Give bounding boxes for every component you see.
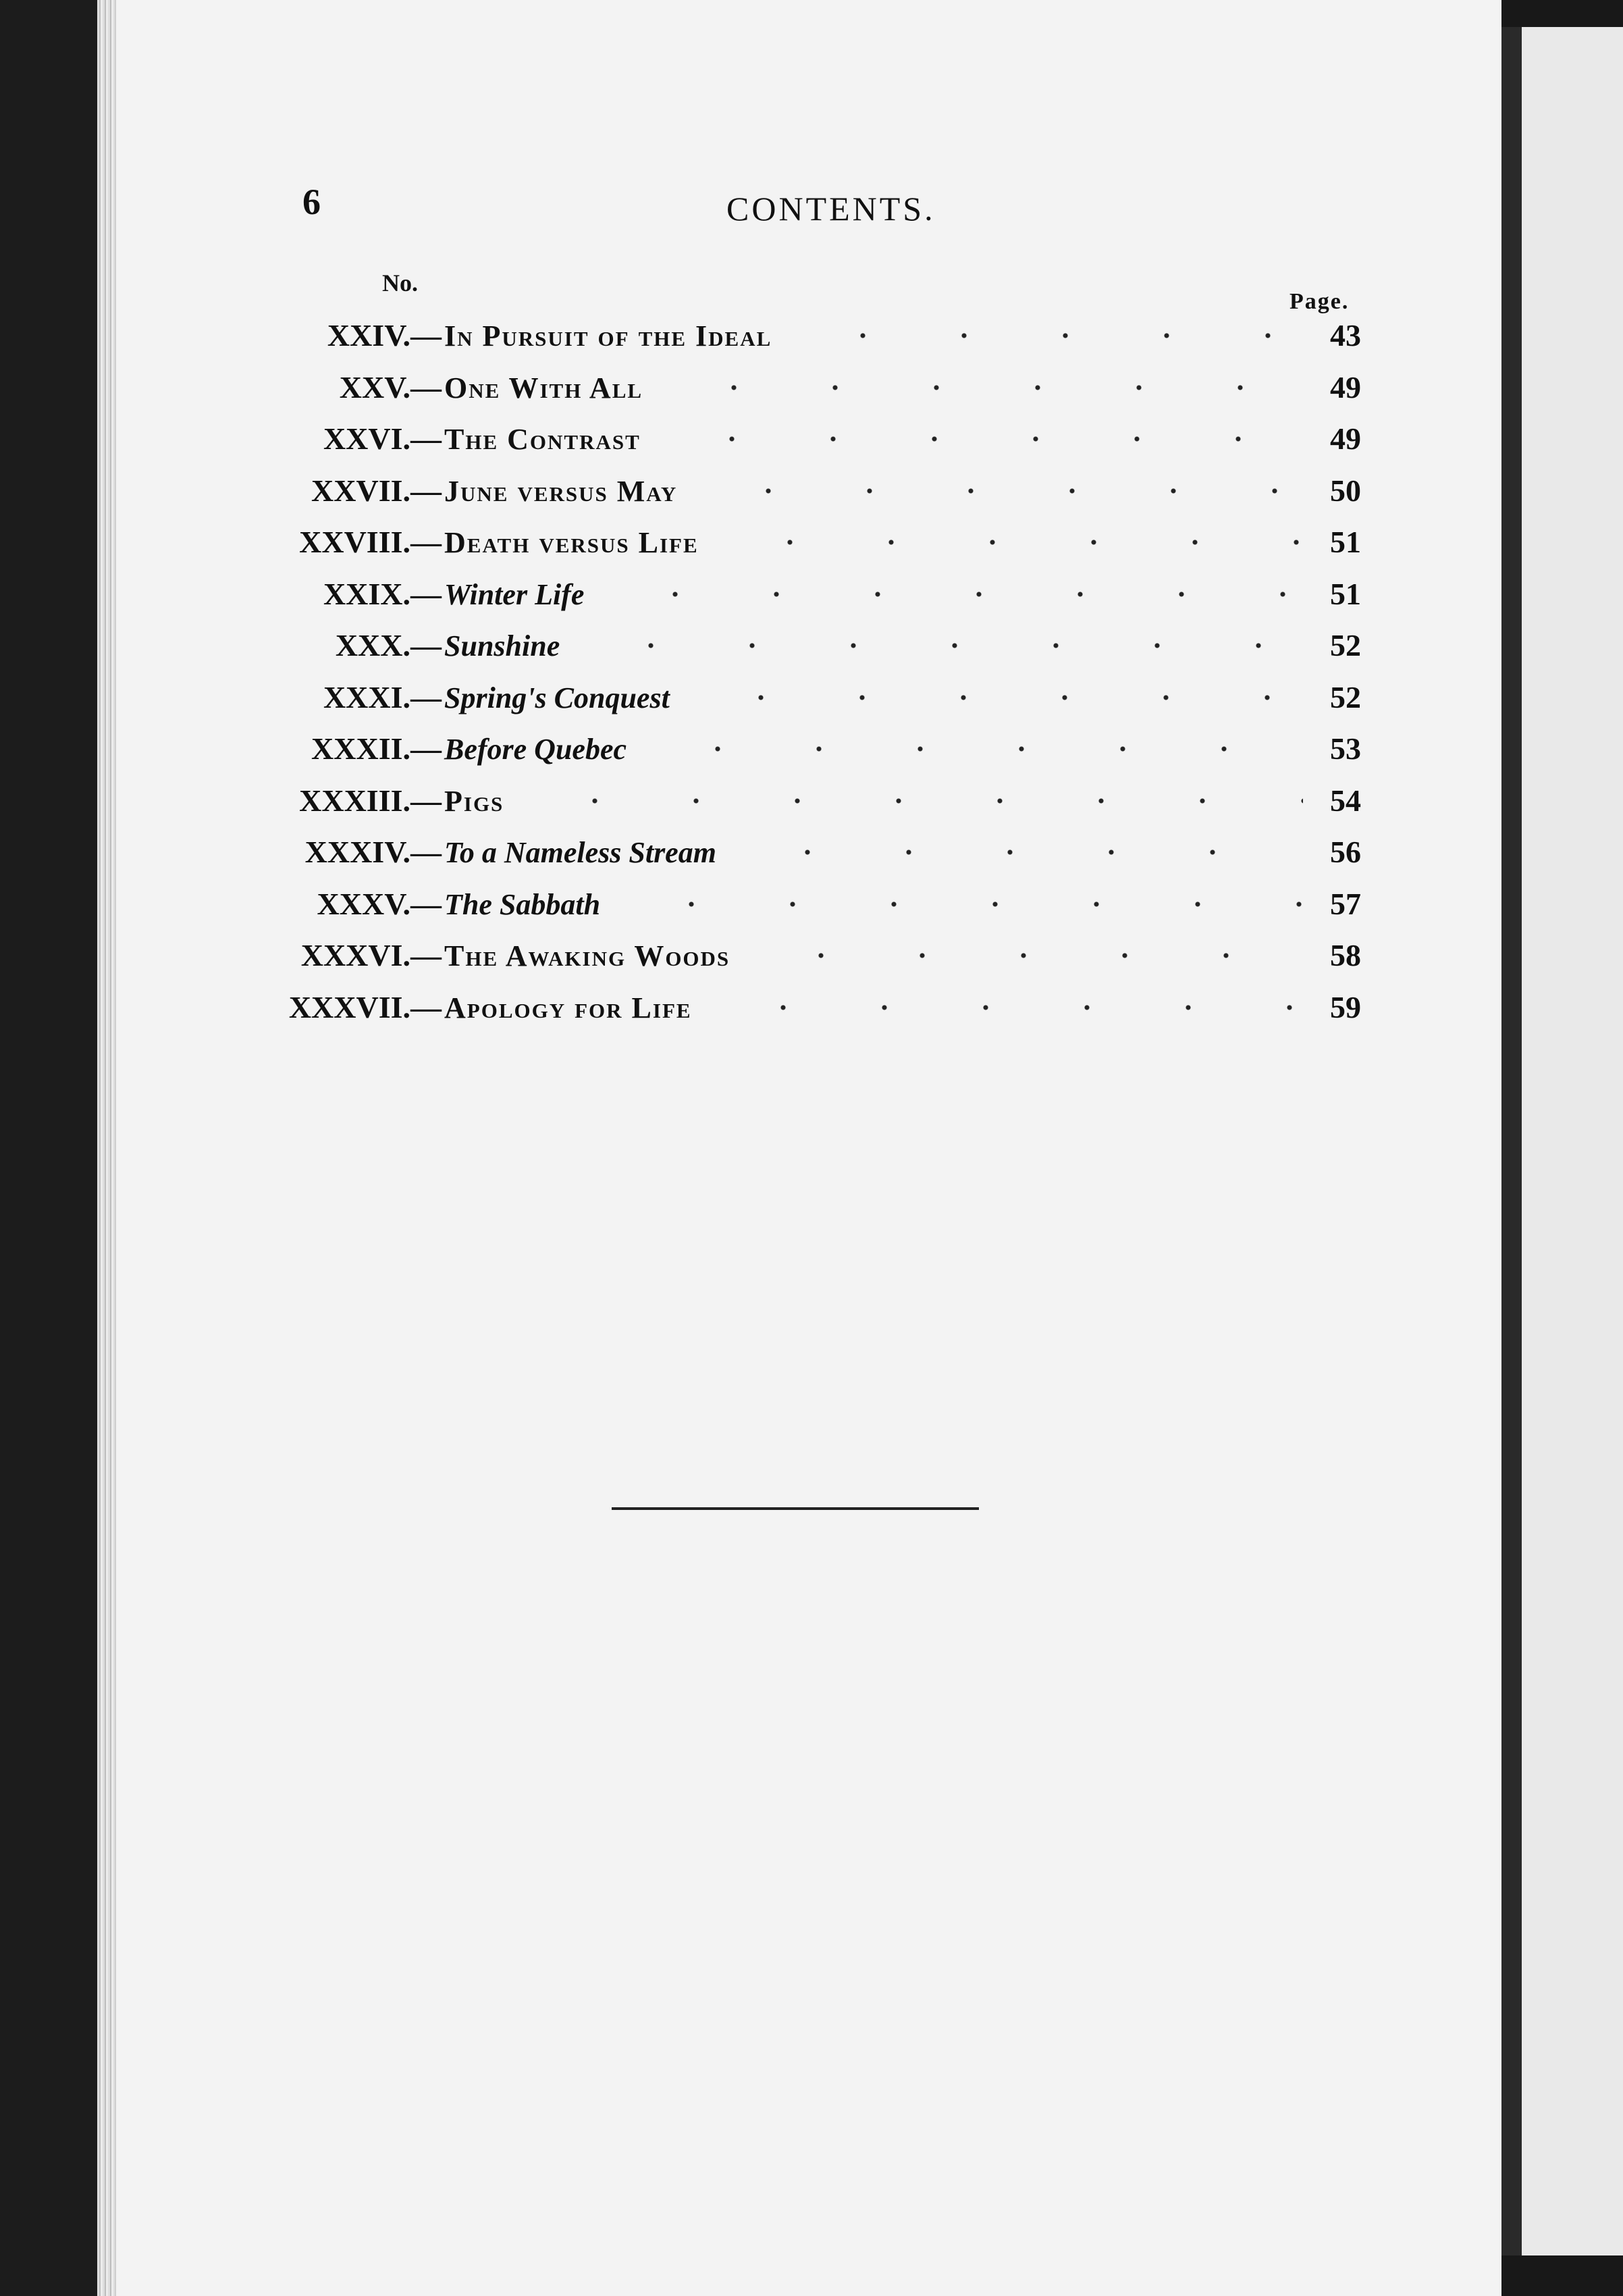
entry-title: Winter Life [444, 578, 585, 611]
dot-leader [667, 746, 1303, 752]
entry-title: The Contrast [444, 423, 641, 456]
entry-number: XXXVII.— [288, 990, 442, 1024]
dot-leader [733, 1004, 1303, 1011]
scan-border-bottom [1501, 2255, 1623, 2296]
contents-entry [0, 369, 1418, 417]
entry-number: XXVII.— [311, 473, 442, 508]
entry-page-number: 43 [1330, 318, 1361, 353]
entry-number: XXXII.— [311, 731, 442, 766]
dot-leader [600, 642, 1303, 649]
entry-title: To a Nameless Stream [444, 836, 716, 869]
entry-title: Pigs [444, 785, 504, 818]
entry-number: XXIV.— [327, 318, 442, 353]
dot-leader [739, 539, 1303, 546]
entry-number: XXVIII.— [299, 525, 442, 559]
entry-page-number: 56 [1330, 835, 1361, 869]
entry-page-number: 52 [1330, 680, 1361, 714]
dot-leader [624, 591, 1303, 598]
contents-entry [0, 576, 1418, 623]
contents-entry [0, 627, 1418, 675]
entry-title: Apology for Life [444, 991, 692, 1024]
entry-number: XXXV.— [317, 887, 442, 921]
column-header-no: No. [382, 269, 418, 296]
contents-entry [0, 421, 1418, 468]
entry-title: The Awaking Woods [444, 939, 730, 972]
entry-page-number: 51 [1330, 577, 1361, 611]
entry-number: XXX.— [335, 628, 442, 662]
entry-number: XXXVI.— [300, 938, 442, 972]
entry-page-number: 49 [1330, 421, 1361, 456]
facing-page-edge [1522, 27, 1623, 2255]
dot-leader [718, 488, 1303, 494]
entry-number: XXIX.— [323, 577, 442, 611]
contents-entry [0, 731, 1418, 778]
entry-title: June versus May [444, 475, 678, 508]
contents-entry [0, 317, 1418, 365]
entry-title: Death versus Life [444, 526, 699, 559]
column-header-page: Page. [1289, 289, 1350, 314]
contents-entry [0, 524, 1418, 571]
entry-title: Before Quebec [444, 733, 627, 766]
entry-page-number: 49 [1330, 370, 1361, 405]
contents-entry [0, 783, 1418, 830]
contents-entry [0, 834, 1418, 881]
entry-number: XXVI.— [323, 421, 442, 456]
entry-number: XXXIII.— [299, 783, 442, 818]
contents-entry [0, 679, 1418, 727]
entry-page-number: 57 [1330, 887, 1361, 921]
dot-leader [681, 436, 1303, 442]
entry-number: XXXI.— [323, 680, 442, 714]
contents-entry [0, 886, 1418, 933]
entry-page-number: 58 [1330, 938, 1361, 972]
dot-leader [757, 849, 1303, 856]
entry-title: In Pursuit of the Ideal [444, 319, 772, 353]
entry-page-number: 54 [1330, 783, 1361, 818]
dot-leader [641, 901, 1303, 908]
entry-page-number: 51 [1330, 525, 1361, 559]
dot-leader [812, 332, 1303, 339]
entry-title: Sunshine [444, 629, 560, 662]
dot-leader [710, 694, 1303, 701]
dot-leader [683, 384, 1303, 391]
book-gutter [1501, 27, 1522, 2255]
page-heading: CONTENTS. [726, 190, 936, 228]
entry-number: XXV.— [339, 370, 442, 405]
dot-leader [544, 798, 1303, 804]
dot-leader [770, 952, 1303, 959]
entry-title: One With All [444, 371, 643, 405]
entry-title: The Sabbath [444, 888, 601, 921]
contents-entry [0, 989, 1418, 1037]
entry-page-number: 53 [1330, 731, 1361, 766]
page-number: 6 [302, 182, 321, 222]
contents-entry [0, 473, 1418, 520]
closing-rule [612, 1507, 979, 1510]
contents-entry [0, 937, 1418, 985]
entry-page-number: 52 [1330, 628, 1361, 662]
entry-page-number: 59 [1330, 990, 1361, 1024]
entry-page-number: 50 [1330, 473, 1361, 508]
entry-number: XXXIV.— [304, 835, 442, 869]
entry-title: Spring's Conquest [444, 681, 670, 714]
